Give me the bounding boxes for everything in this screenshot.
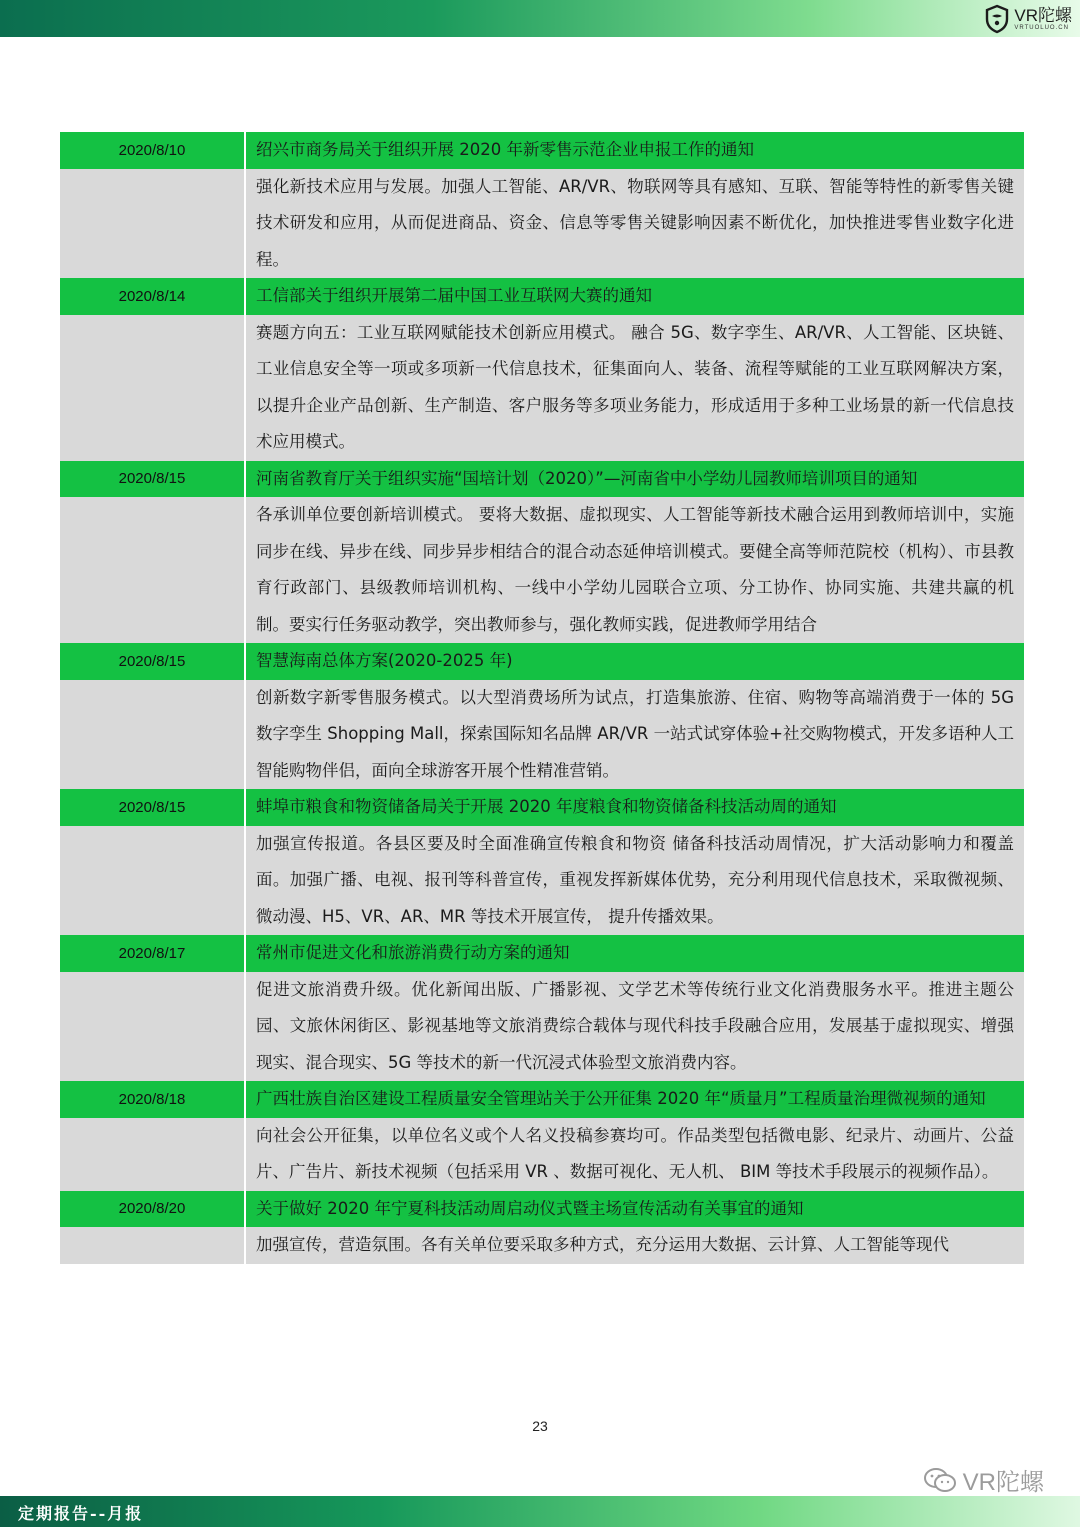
wechat-icon <box>923 1466 957 1494</box>
table-row-title <box>60 278 1024 315</box>
date-cell: 2020/8/15 <box>60 789 246 826</box>
date-cell-empty <box>60 1118 246 1191</box>
date-cell-empty <box>60 680 246 790</box>
shield-logo-icon <box>984 4 1010 34</box>
brand-logo <box>984 3 1072 35</box>
date-cell: 2020/8/15 <box>60 461 246 498</box>
date-cell: 2020/8/14 <box>60 278 246 315</box>
notice-body: 加强宣传，营造氛围。各有关单位要采取多种方式，充分运用大数据、云计算、人工智能等现代 <box>256 1235 949 1254</box>
notice-title: 工信部关于组织开展第二届中国工业互联网大赛的通知 <box>256 286 652 305</box>
table-row-body <box>60 972 1024 1082</box>
notice-title: 河南省教育厅关于组织实施“国培计划（2020）”—河南省中小学幼儿园教师培训项目的通知 <box>256 468 918 488</box>
policy-table <box>60 132 1024 1264</box>
date-cell: 2020/8/15 <box>60 643 246 680</box>
table-row-title <box>60 643 1024 680</box>
date-cell-empty <box>60 315 246 461</box>
notice-body: 创新数字新零售服务模式。以大型消费场所为试点，打造集旅游、住宿、购物等高端消费于一体的 5G 数字孪生 Shopping Mall，探索国际知名品牌 AR/VR 一站式试穿体验+社交购物模式，开发多语种人工智能购物伴侣，面向全球游客开展个性精准营销。 <box>256 687 1014 780</box>
notice-title: 蚌埠市粮食和物资储备局关于开展 2020 年度粮食和物资储备科技活动周的通知 <box>256 797 837 816</box>
date-cell-empty <box>60 826 246 936</box>
watermark-text: VR陀螺 <box>962 1469 1044 1496</box>
table-row-body <box>60 497 1024 643</box>
top-banner <box>0 0 1080 37</box>
logo-text: VR陀螺 <box>1014 6 1072 25</box>
date-cell: 2020/8/10 <box>60 132 246 169</box>
date-cell: 2020/8/18 <box>60 1081 246 1118</box>
table-row-body <box>60 315 1024 461</box>
table-row-title <box>60 789 1024 826</box>
table-row-body <box>60 169 1024 279</box>
page-number: 23 <box>532 1418 548 1434</box>
notice-body: 赛题方向五：工业互联网赋能技术创新应用模式。 融合 5G、数字孪生、AR/VR、人工智能、区块链、工业信息安全等一项或多项新一代信息技术，征集面向人、装备、流程等赋能的工业互联网解决方案，以提升企业产品创新、生产制造、客户服务等多项业务能力，形成适用于多种工业场景的新一代信息技术应用模式。 <box>256 322 1014 451</box>
table-row-title <box>60 461 1024 498</box>
notice-title: 智慧海南总体方案(2020-2025 年) <box>256 651 513 670</box>
table-row-title <box>60 1081 1024 1118</box>
notice-body: 促进文旅消费升级。优化新闻出版、广播影视、文学艺术等传统行业文化消费服务水平。推进主题公园、文旅休闲街区、影视基地等文旅消费综合载体与现代科技手段融合应用，发展基于虚拟现实、增强现实、混合现实、5G 等技术的新一代沉浸式体验型文旅消费内容。 <box>256 979 1014 1072</box>
notice-title: 关于做好 2020 年宁夏科技活动周启动仪式暨主场宣传活动有关事宜的通知 <box>256 1198 804 1218</box>
table-row-title <box>60 935 1024 972</box>
date-cell-empty <box>60 169 246 279</box>
notice-body: 加强宣传报道。各县区要及时全面准确宣传粮食和物资 储备科技活动周情况，扩大活动影响力和覆盖面。加强广播、电视、报刊等科普宣传，重视发挥新媒体优势，充分利用现代信息技术，采取微视频、微动漫、H5、VR、AR、MR 等技术开展宣传， 提升传播效果。 <box>256 833 1014 926</box>
logo-subtext: VRTUOLUO.CN <box>1014 25 1069 31</box>
notice-body: 各承训单位要创新培训模式。 要将大数据、虚拟现实、人工智能等新技术融合运用到教师培训中，实施同步在线、异步在线、同步异步相结合的混合动态延伸培训模式。要健全高等师范院校（机构）、市县教育行政部门、县级教师培训机构、一线中小学幼儿园联合立项、分工协作、协同实施、共建共赢的机制。要实行任务驱动教学，突出教师参与，强化教师实践，促进教师学用结合 <box>256 505 1014 634</box>
date-cell-empty <box>60 1227 246 1264</box>
date-cell: 2020/8/20 <box>60 1191 246 1228</box>
table-row-body <box>60 826 1024 936</box>
table-row-body <box>60 1227 1024 1264</box>
bottom-banner <box>0 1496 1080 1527</box>
wechat-watermark <box>923 1462 1044 1497</box>
report-label: 定期报告--月报 <box>18 1504 144 1523</box>
table-row-body <box>60 680 1024 790</box>
notice-body: 强化新技术应用与发展。加强人工智能、AR/VR、物联网等具有感知、互联、智能等特性的新零售关键技术研发和应用，从而促进商品、资金、信息等零售关键影响因素不断优化，加快推进零售业数字化进程。 <box>256 176 1014 269</box>
date-cell-empty <box>60 497 246 643</box>
table-row-body <box>60 1118 1024 1191</box>
date-cell: 2020/8/17 <box>60 935 246 972</box>
table-row-title <box>60 1191 1024 1228</box>
notice-title: 绍兴市商务局关于组织开展 2020 年新零售示范企业申报工作的通知 <box>256 140 754 159</box>
table-row-title <box>60 132 1024 169</box>
date-cell-empty <box>60 972 246 1082</box>
notice-body: 向社会公开征集，以单位名义或个人名义投稿参赛均可。作品类型包括微电影、纪录片、动画片、公益片、广告片、新技术视频（包括采用 VR 、数据可视化、无人机、 BIM 等技术手段展示的视频作品）。 <box>256 1125 1014 1181</box>
notice-title: 常州市促进文化和旅游消费行动方案的通知 <box>256 943 570 962</box>
notice-title: 广西壮族自治区建设工程质量安全管理站关于公开征集 2020 年“质量月”工程质量治理微视频的通知 <box>256 1089 986 1108</box>
